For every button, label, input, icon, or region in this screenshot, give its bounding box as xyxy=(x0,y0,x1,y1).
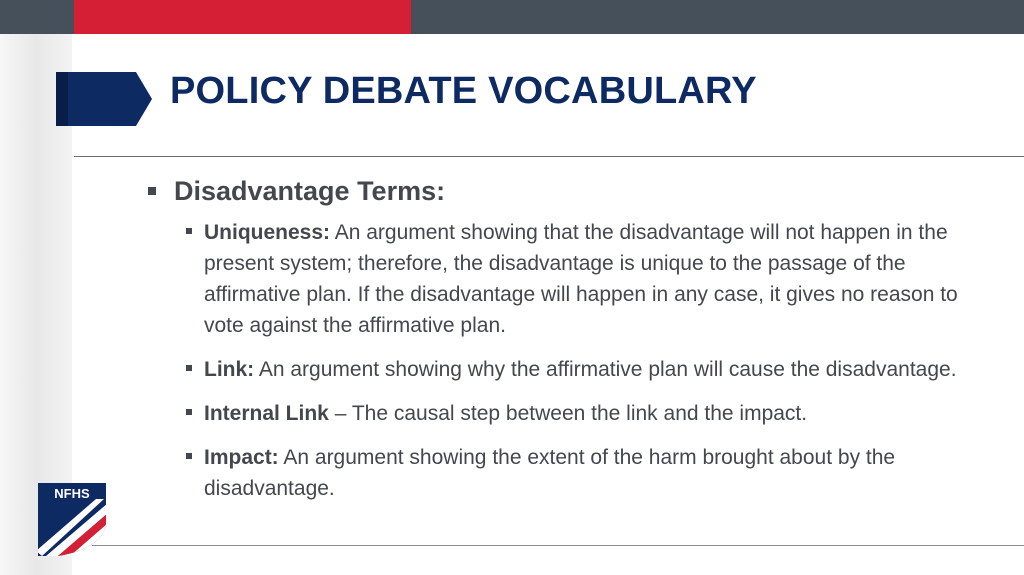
section-heading: Disadvantage Terms: xyxy=(174,176,446,206)
list-item xyxy=(186,217,998,341)
list-item-text xyxy=(204,398,807,429)
slide-content xyxy=(148,176,998,517)
term-definition: An argument showing that the disadvantage will not happen in the present system; therefore, the disadvantage is unique to the passage of the affirmative plan. If the disadvantage will happen in any case, it gives no reason to vote against the affirmative plan. xyxy=(204,221,958,337)
term-label: Uniqueness: xyxy=(204,221,331,244)
nfhs-logo-icon xyxy=(36,481,108,557)
list-item-text xyxy=(204,442,998,504)
list-item xyxy=(186,354,998,385)
logo-text: NFHS xyxy=(54,486,90,501)
square-bullet-icon xyxy=(148,187,156,195)
square-bullet-icon xyxy=(186,453,192,459)
term-label: Link: xyxy=(204,358,255,381)
slide-title: POLICY DEBATE VOCABULARY xyxy=(170,70,757,112)
square-bullet-icon xyxy=(186,228,192,234)
term-label: Impact: xyxy=(204,446,279,469)
term-label: Internal Link xyxy=(204,402,329,425)
top-bar-accent xyxy=(74,0,411,34)
title-chevron-shape xyxy=(56,72,152,126)
terms-list xyxy=(186,217,998,504)
term-definition: An argument showing why the affirmative plan will cause the disadvantage. xyxy=(254,358,957,381)
list-item xyxy=(186,398,998,429)
title-divider xyxy=(74,156,1024,157)
list-item-text xyxy=(204,217,998,341)
square-bullet-icon xyxy=(186,365,192,371)
term-definition: An argument showing the extent of the harm brought about by the disadvantage. xyxy=(204,446,896,500)
heading-bullet xyxy=(148,176,998,207)
footer-divider xyxy=(92,545,1024,546)
square-bullet-icon xyxy=(186,409,192,415)
list-item xyxy=(186,442,998,504)
list-item-text xyxy=(204,354,957,385)
term-definition: – The causal step between the link and the impact. xyxy=(328,402,808,425)
